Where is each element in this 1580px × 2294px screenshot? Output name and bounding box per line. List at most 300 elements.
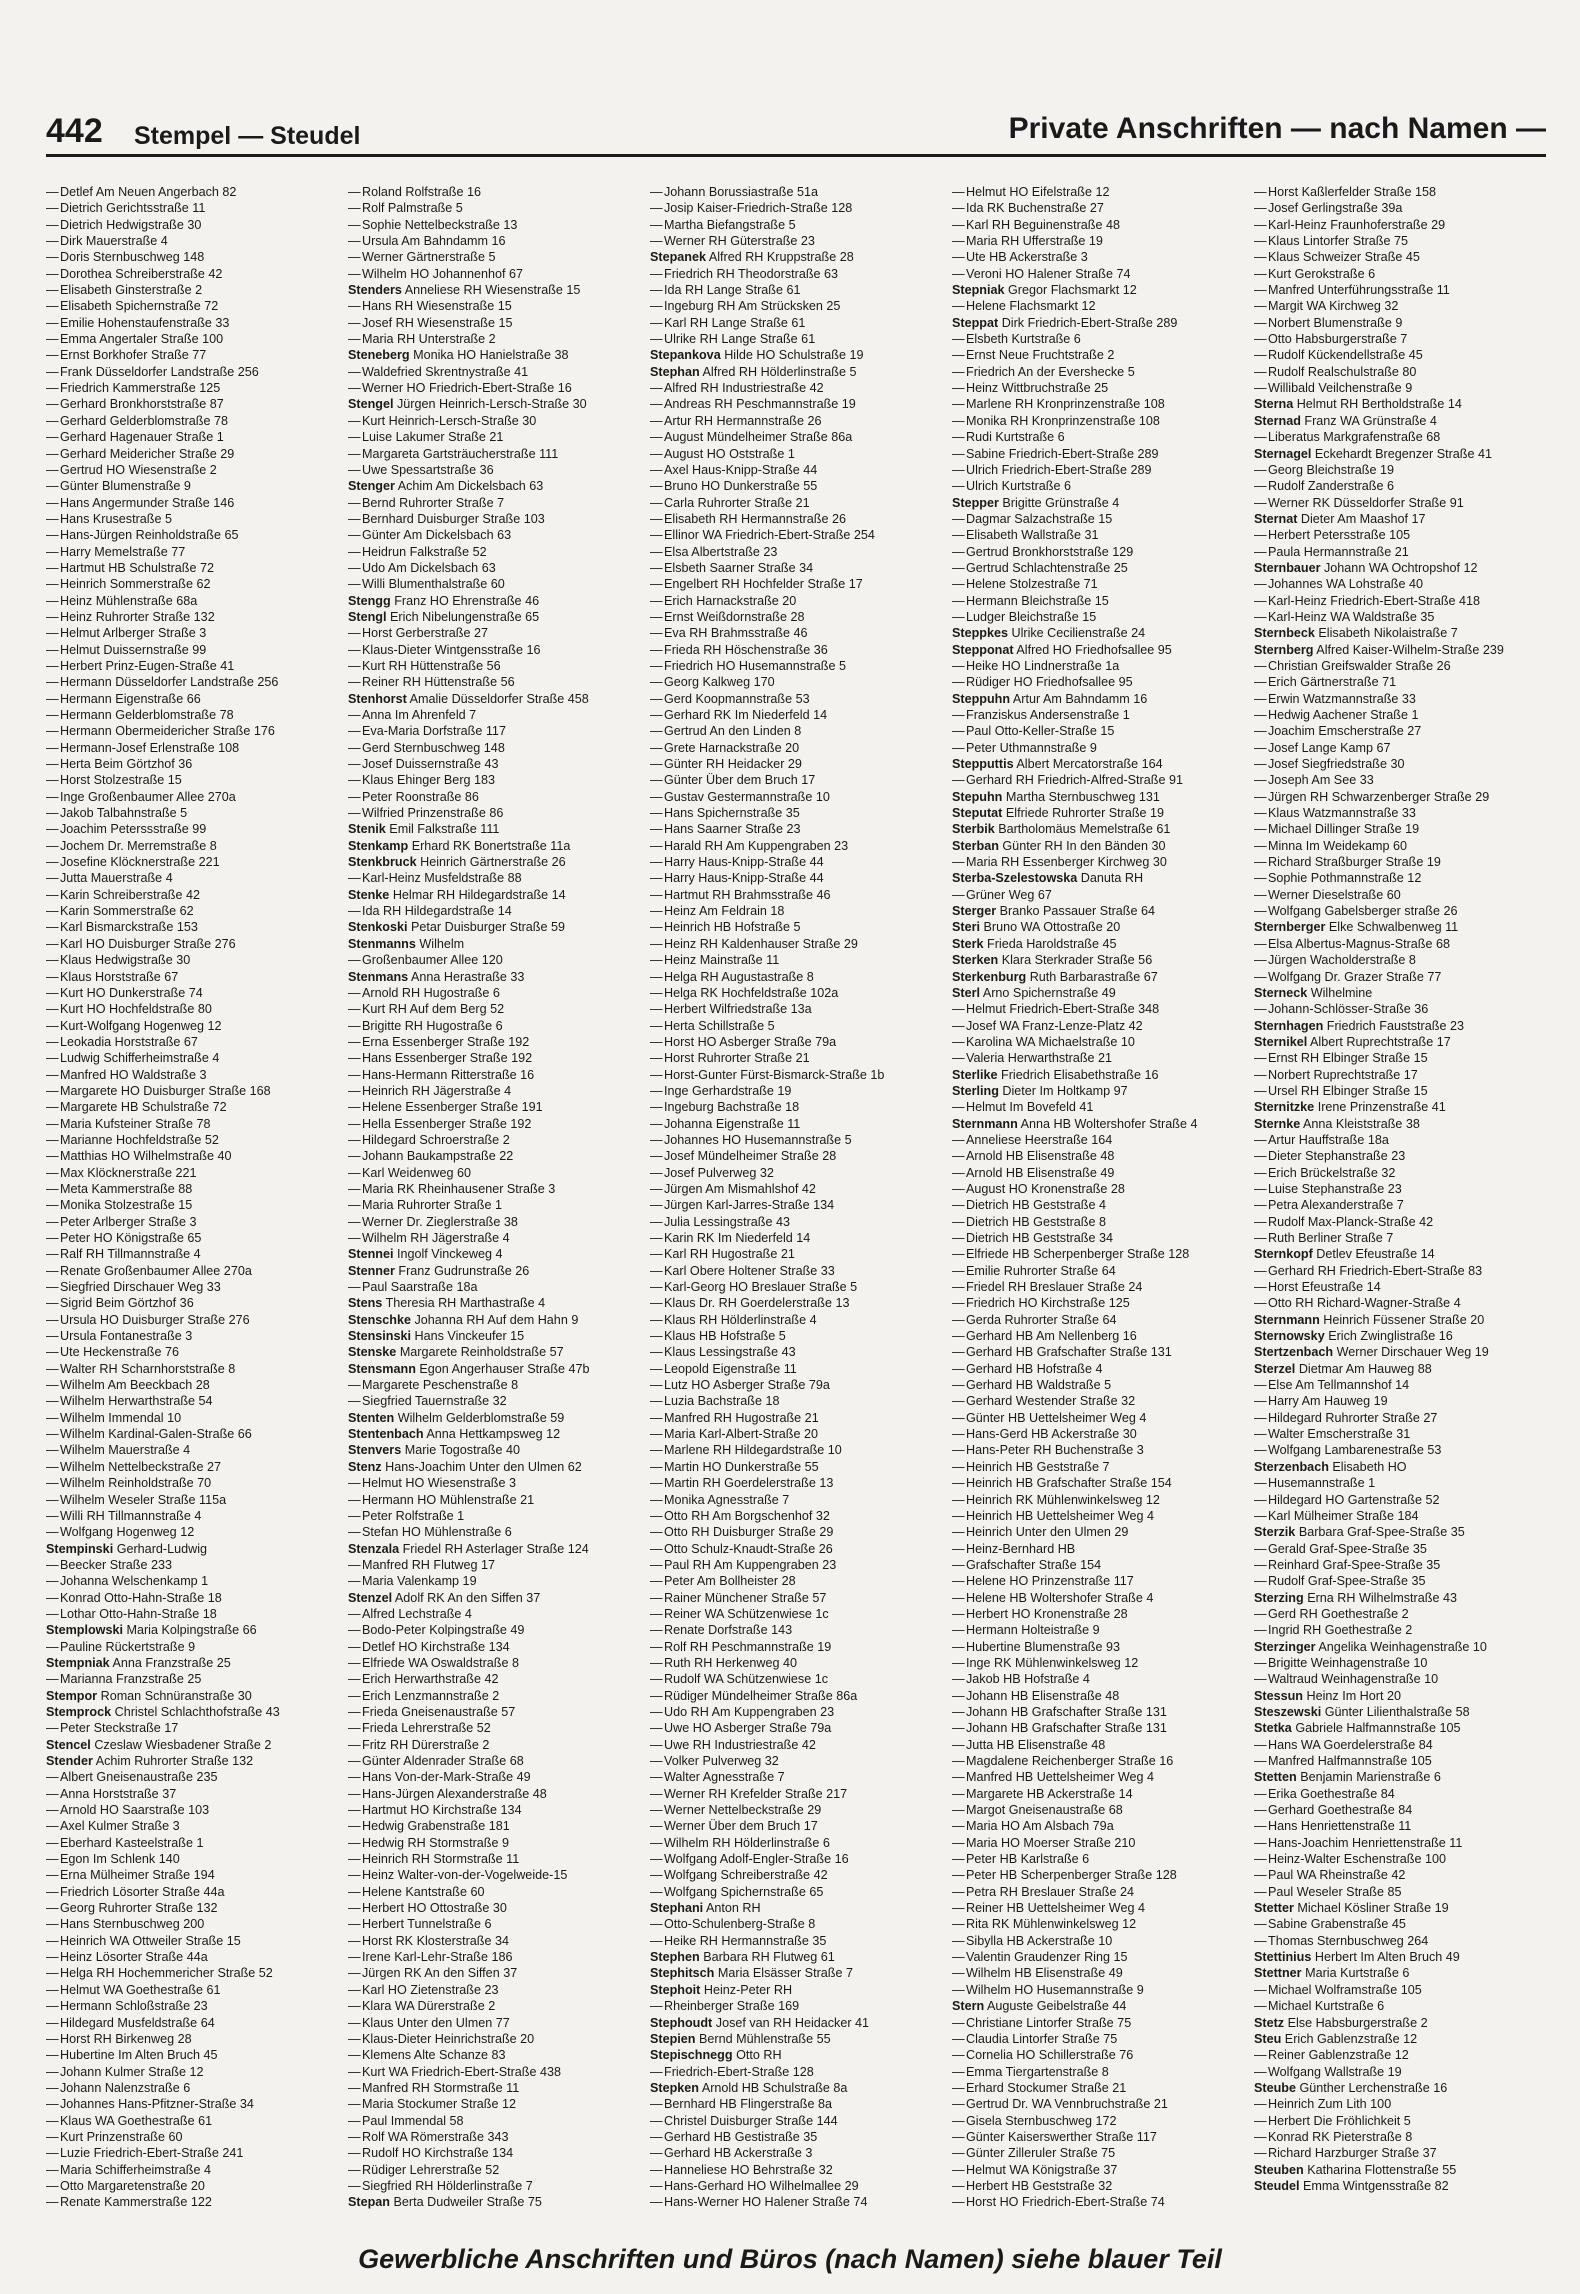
entry-text: Heike RH Hermannstraße 35 (664, 1933, 827, 1948)
directory-entry (348, 1132, 640, 1148)
directory-entry (46, 1099, 338, 1115)
continuation-dash: — (46, 593, 59, 608)
continuation-dash: — (46, 1476, 59, 1491)
entry-text: Günter RH Heidacker 29 (664, 757, 802, 772)
directory-entry (952, 2129, 1244, 2145)
continuation-dash: — (348, 234, 361, 249)
entry-text: Heinz Ruhrorter Straße 132 (60, 609, 215, 624)
entry-text: Konrad Otto-Hahn-Straße 18 (60, 1590, 222, 1605)
directory-entry (650, 1116, 942, 1132)
entry-text: Jürgen Karl-Jarres-Straße 134 (664, 1198, 835, 1213)
continuation-dash: — (952, 2129, 965, 2144)
continuation-dash: — (46, 626, 59, 641)
surname: Sternowsky (1254, 1329, 1325, 1344)
entry-text: Peter HB Scherpenberger Straße 128 (966, 1868, 1177, 1883)
entry-text: Ida RH Lange Straße 61 (664, 283, 801, 298)
directory-entry (46, 1802, 338, 1818)
directory-entry (348, 1018, 640, 1034)
directory-entry (1254, 936, 1546, 952)
surname: Stenger (348, 479, 395, 494)
entry-text: Berta Dudweiler Straße 75 (393, 2195, 542, 2210)
continuation-dash: — (46, 1557, 59, 1572)
entry-text: Anneliese Heerstraße 164 (966, 1132, 1113, 1147)
continuation-dash: — (650, 1132, 663, 1147)
directory-entry (952, 854, 1244, 870)
continuation-dash: — (650, 855, 663, 870)
continuation-dash: — (650, 1999, 663, 2014)
surname: Stengl (348, 609, 387, 624)
entry-text: Hedwig Aachener Straße 1 (1268, 708, 1419, 722)
entry-text: Emma Tiergartenstraße 8 (966, 2064, 1109, 2079)
directory-entry (952, 1639, 1244, 1655)
continuation-dash: — (46, 1002, 59, 1017)
directory-entry (650, 527, 942, 543)
entry-text: Julia Lessingstraße 43 (664, 1214, 791, 1229)
continuation-dash: — (952, 2048, 965, 2063)
directory-entry (348, 1099, 640, 1115)
directory-entry (650, 625, 942, 641)
entry-text: Klaus Ehinger Berg 183 (362, 773, 496, 788)
entry-text: Franz WA Grünstraße 4 (1304, 413, 1437, 428)
continuation-dash: — (46, 1999, 59, 2014)
continuation-dash: — (1254, 2129, 1267, 2144)
surname: Stetz (1254, 2015, 1285, 2030)
continuation-dash: — (1254, 348, 1267, 363)
continuation-dash: — (348, 1819, 361, 1834)
continuation-dash: — (46, 1263, 59, 1278)
entry-text: Heinrich WA Ottweiler Straße 15 (60, 1933, 241, 1948)
continuation-dash: — (952, 773, 965, 788)
continuation-dash: — (650, 2113, 663, 2128)
continuation-dash: — (952, 1100, 965, 1115)
directory-entry (1254, 1197, 1546, 1213)
entry-text: Wilfried Prinzenstraße 86 (362, 806, 504, 821)
entry-text: Wilhelm HO Johannenhof 67 (362, 266, 524, 281)
entry-text: Gisela Sternbuschweg 172 (966, 2113, 1117, 2128)
continuation-dash: — (46, 658, 59, 673)
continuation-dash: — (348, 201, 361, 216)
continuation-dash: — (1254, 1198, 1267, 1213)
directory-entry (46, 1884, 338, 1900)
entry-text: Horst Ruhrorter Straße 21 (664, 1051, 810, 1066)
directory-entry (1254, 1720, 1546, 1736)
continuation-dash: — (348, 1884, 361, 1899)
directory-entry (348, 952, 640, 968)
continuation-dash: — (650, 1606, 663, 1621)
entry-text: Ursula Am Bahndamm 16 (362, 234, 506, 249)
continuation-dash: — (46, 1982, 59, 1997)
entry-text: Elisabeth RH Hermannstraße 26 (664, 511, 846, 526)
entry-text: Herbert HO Kronenstraße 28 (966, 1606, 1128, 1621)
entry-text: Michael Kösliner Straße 19 (1297, 1901, 1449, 1916)
continuation-dash: — (348, 2146, 361, 2161)
entry-text: Heinrich RH Jägerstraße 4 (362, 1083, 512, 1098)
entry-text: Wolfgang Dr. Grazer Straße 77 (1268, 969, 1442, 984)
continuation-dash: — (650, 1018, 663, 1033)
directory-entry (348, 2145, 640, 2161)
continuation-dash: — (348, 1557, 361, 1572)
entry-text: Elisabeth Ginsterstraße 2 (60, 283, 203, 298)
entry-text: Gerhard Goethestraße 84 (1268, 1803, 1413, 1818)
surname: Stettinius (1254, 1950, 1312, 1965)
directory-entry (952, 2031, 1244, 2047)
entry-text: Wolfgang Spichernstraße 65 (664, 1884, 824, 1899)
continuation-dash: — (46, 528, 59, 543)
surname: Sternbeck (1254, 626, 1315, 641)
directory-entry (650, 560, 942, 576)
directory-entry (46, 1148, 338, 1164)
directory-entry (46, 674, 338, 690)
continuation-dash: — (348, 332, 361, 347)
continuation-dash: — (1254, 969, 1267, 984)
entry-text: Kurt RH Hüttenstraße 56 (362, 658, 501, 673)
directory-entry (348, 1067, 640, 1083)
directory-entry (348, 1475, 640, 1491)
directory-entry (952, 1263, 1244, 1279)
entry-text: Günter RH In den Bänden 30 (1002, 838, 1166, 853)
entry-text: Wilhelmine (1310, 985, 1373, 1000)
entry-text: Jakob Talbahnstraße 5 (60, 806, 188, 821)
entry-text: Helmut RH Bertholdstraße 14 (1296, 397, 1462, 412)
directory-entry (46, 331, 338, 347)
continuation-dash: — (650, 1231, 663, 1245)
continuation-dash: — (46, 250, 59, 265)
entry-text: Gerhard HB Ackerstraße 3 (664, 2146, 813, 2161)
entry-text: Sophie Nettelbeckstraße 13 (362, 217, 518, 232)
surname: Sterzik (1254, 1525, 1296, 1540)
continuation-dash: — (46, 1165, 59, 1180)
directory-entry (348, 1524, 640, 1540)
continuation-dash: — (650, 773, 663, 788)
entry-text: Gerda Ruhrorter Straße 64 (966, 1312, 1117, 1327)
directory-entry (650, 1802, 942, 1818)
surname: Sterkenburg (952, 969, 1027, 984)
entry-text: Klemens Alte Schanze 83 (362, 2048, 506, 2063)
directory-entry (1254, 2096, 1546, 2112)
entry-text: Hella Essenberger Straße 192 (362, 1116, 532, 1131)
directory-entry (46, 315, 338, 331)
entry-text: Otto RH Am Borgschenhof 32 (664, 1508, 830, 1523)
directory-entry (952, 658, 1244, 674)
entry-text: Waltraud Weinhagenstraße 10 (1268, 1672, 1439, 1687)
continuation-dash: — (348, 1002, 361, 1017)
entry-text: Friedrich Kammerstraße 125 (60, 381, 221, 396)
directory-entry (650, 1230, 942, 1246)
entry-text: Wilhelm Herwarthstraße 54 (60, 1394, 213, 1409)
entry-text: Josef Siegfriedstraße 30 (1268, 757, 1405, 772)
directory-entry (348, 1148, 640, 1164)
directory-entry (952, 887, 1244, 903)
directory-entry (650, 298, 942, 314)
entry-text: Ulrich Friedrich-Ebert-Straße 289 (966, 462, 1152, 477)
entry-text: Elsbeth Kurtstraße 6 (966, 332, 1081, 347)
entry-text: Hans-Joachim Unter den Ulmen 62 (385, 1459, 582, 1474)
entry-text: Thomas Sternbuschweg 264 (1268, 1933, 1429, 1948)
directory-entry (952, 2178, 1244, 2194)
continuation-dash: — (952, 1492, 965, 1507)
directory-entry (650, 364, 942, 380)
continuation-dash: — (46, 1803, 59, 1818)
entry-text: Gerhard Meidericher Straße 29 (60, 446, 235, 461)
entry-text: Maria Kurtstraße 6 (1305, 1966, 1410, 1981)
directory-entry (952, 1606, 1244, 1622)
continuation-dash: — (650, 1803, 663, 1818)
directory-entry (46, 1312, 338, 1328)
directory-entry (952, 1769, 1244, 1785)
continuation-dash: — (952, 381, 965, 396)
entry-text: Maria RH Essenberger Kirchweg 30 (966, 855, 1167, 870)
entry-text: Helmut WA Königstraße 37 (966, 2162, 1118, 2177)
entry-text: Rüdiger Mündelheimer Straße 86a (664, 1688, 858, 1703)
entry-text: Grete Harnackstraße 20 (664, 740, 800, 755)
continuation-dash: — (348, 1852, 361, 1867)
entry-text: Peter HB Karlstraße 6 (966, 1852, 1090, 1867)
directory-entry (952, 1835, 1244, 1851)
entry-text: Heinrich Füssener Straße 20 (1323, 1312, 1485, 1327)
entry-text: Hans Angermunder Straße 146 (60, 495, 235, 510)
continuation-dash: — (46, 283, 59, 298)
entry-text: Hermann-Josef Erlenstraße 108 (60, 740, 240, 755)
entry-text: Hedwig RH Stormstraße 9 (362, 1835, 509, 1850)
directory-entry (348, 1704, 640, 1720)
directory-entry (650, 2015, 942, 2031)
surname: Stetter (1254, 1901, 1294, 1916)
continuation-dash: — (650, 299, 663, 314)
entry-text: Frieda Gneisenaustraße 57 (362, 1704, 516, 1719)
directory-entry (650, 1099, 942, 1115)
continuation-dash: — (952, 609, 965, 624)
continuation-dash: — (1254, 609, 1267, 624)
continuation-dash: — (46, 1067, 59, 1082)
directory-entry (348, 1884, 640, 1900)
entry-text: Friedrich HO Husemannstraße 5 (664, 658, 846, 673)
entry-text: Reiner HB Uettelsheimer Weg 4 (966, 1901, 1145, 1916)
entry-text: Alfred Lechstraße 4 (362, 1606, 472, 1621)
continuation-dash: — (46, 985, 59, 1000)
continuation-dash: — (46, 1280, 59, 1295)
entry-text: Rudolf Graf-Spee-Straße 35 (1268, 1574, 1426, 1589)
entry-text: Max Klöcknerstraße 221 (60, 1165, 197, 1180)
directory-entry (348, 2015, 640, 2031)
surname: Stepper (952, 495, 999, 510)
entry-text: Helmut Duissernstraße 99 (60, 642, 207, 657)
directory-entry (952, 184, 1244, 200)
entry-text: Ernst Neue Fruchtstraße 2 (966, 348, 1115, 363)
continuation-dash: — (46, 871, 59, 886)
surname: Stengg (348, 593, 391, 608)
entry-text: Grüner Weg 67 (966, 887, 1052, 902)
continuation-dash: — (348, 185, 361, 199)
entry-text: Friedrich-Ebert-Straße 128 (664, 2064, 814, 2079)
directory-entry (650, 184, 942, 200)
surname: Stenske (348, 1345, 397, 1360)
continuation-dash: — (650, 1557, 663, 1572)
continuation-dash: — (1254, 789, 1267, 804)
continuation-dash: — (348, 1901, 361, 1916)
directory-entry (348, 1034, 640, 1050)
directory-entry (1254, 625, 1546, 641)
continuation-dash: — (650, 1002, 663, 1017)
directory-entry (650, 870, 942, 886)
continuation-dash: — (46, 397, 59, 412)
entry-text: Paul RH Am Kuppengraben 23 (664, 1557, 837, 1572)
entry-text: Johann Baukampstraße 22 (362, 1149, 514, 1164)
continuation-dash: — (650, 1754, 663, 1768)
directory-entry (650, 985, 942, 1001)
directory-entry (1254, 1769, 1546, 1785)
entry-text: Hedwig Grabenstraße 181 (362, 1819, 510, 1834)
continuation-dash: — (348, 1868, 361, 1883)
continuation-dash: — (1254, 953, 1267, 968)
continuation-dash: — (952, 887, 965, 902)
entry-text: Rudolf Max-Planck-Straße 42 (1268, 1214, 1434, 1229)
entry-text: Achim Ruhrorter Straße 132 (95, 1754, 254, 1768)
continuation-dash: — (952, 201, 965, 216)
entry-text: Margarete Peschenstraße 8 (362, 1378, 519, 1393)
entry-text: Hermann Bleichstraße 15 (966, 593, 1109, 608)
entry-text: Petar Duisburger Straße 59 (411, 920, 565, 935)
directory-entry (348, 1671, 640, 1687)
continuation-dash: — (348, 1623, 361, 1638)
continuation-dash: — (1254, 1868, 1267, 1883)
continuation-dash: — (650, 675, 663, 690)
continuation-dash: — (1254, 1427, 1267, 1442)
continuation-dash: — (46, 1312, 59, 1327)
entry-text: Franz Gudrunstraße 26 (398, 1263, 530, 1278)
directory-entry (348, 1328, 640, 1344)
directory-entry (952, 2080, 1244, 2096)
directory-entry (952, 1524, 1244, 1540)
directory-entry (650, 282, 942, 298)
directory-entry (348, 919, 640, 935)
entry-text: Jutta Mauerstraße 4 (60, 871, 173, 886)
surname: Stepputtis (952, 757, 1014, 772)
continuation-dash: — (1254, 1083, 1267, 1098)
continuation-dash: — (46, 675, 59, 690)
entry-text: Friedrich An der Evershecke 5 (966, 364, 1135, 379)
entry-text: Johann HB Grafschafter Straße 131 (966, 1704, 1167, 1719)
entry-text: Benjamin Marienstraße 6 (1300, 1770, 1441, 1785)
surname: Stens (348, 1296, 383, 1311)
entry-text: Dietrich Gerichtsstraße 11 (60, 201, 206, 216)
entry-text: Ernst RH Elbinger Straße 15 (1268, 1051, 1428, 1066)
entry-text: Klaus-Dieter Wintgensstraße 16 (362, 642, 541, 657)
entry-text: Margit WA Kirchweg 32 (1268, 299, 1399, 314)
entry-text: Klaus Dr. RH Goerdelerstraße 13 (664, 1296, 850, 1311)
continuation-dash: — (952, 1231, 965, 1245)
directory-entry (650, 1867, 942, 1883)
continuation-dash: — (952, 1884, 965, 1899)
entry-text: Wilhelm Nettelbeckstraße 27 (60, 1459, 221, 1474)
directory-entry (348, 1246, 640, 1262)
surname: Sterna (1254, 397, 1294, 412)
entry-text: Erika Goethestraße 84 (1268, 1786, 1395, 1801)
entry-text: Gertrud Schlachtenstraße 25 (966, 560, 1128, 575)
surname: Stephen (650, 1950, 700, 1965)
directory-entry (348, 1573, 640, 1589)
directory-entry (46, 723, 338, 739)
directory-entry (952, 527, 1244, 543)
directory-entry (952, 952, 1244, 968)
directory-entry (46, 936, 338, 952)
continuation-dash: — (348, 1149, 361, 1164)
directory-entry (348, 1001, 640, 1017)
directory-entry (348, 2113, 640, 2129)
entry-text: Pauline Rückertstraße 9 (60, 1639, 196, 1654)
entry-text: Josef Pulverweg 32 (664, 1165, 774, 1180)
directory-entry (650, 919, 942, 935)
directory-entry (1254, 789, 1546, 805)
continuation-dash: — (650, 1198, 663, 1213)
entry-text: Helga RH Hochemmericher Straße 52 (60, 1966, 273, 1981)
continuation-dash: — (46, 315, 59, 330)
continuation-dash: — (952, 1868, 965, 1883)
directory-entry (952, 1197, 1244, 1213)
entry-text: Anna Hettkampsweg 12 (426, 1427, 561, 1442)
entry-text: Emilie Hohenstaufenstraße 33 (60, 315, 230, 330)
directory-entry (46, 1720, 338, 1736)
directory-entry (650, 1034, 942, 1050)
entry-text: Hans RH Wiesenstraße 15 (362, 299, 512, 314)
entry-text: Emma Wintgensstraße 82 (1303, 2178, 1449, 2193)
directory-entry (46, 1835, 338, 1851)
continuation-dash: — (46, 1034, 59, 1049)
directory-entry (46, 1083, 338, 1099)
continuation-dash: — (952, 855, 965, 870)
directory-entry (1254, 331, 1546, 347)
directory-entry (952, 740, 1244, 756)
entry-text: Wilhelm Mauerstraße 4 (60, 1443, 191, 1458)
entry-text: Hans Sternbuschweg 200 (60, 1917, 205, 1932)
continuation-dash: — (952, 1590, 965, 1605)
entry-text: Sophie Pothmannstraße 12 (1268, 871, 1422, 886)
entry-text: Elfriede WA Oswaldstraße 8 (362, 1655, 520, 1670)
continuation-dash: — (1254, 691, 1267, 706)
surname: Steu (1254, 2031, 1282, 2046)
continuation-dash: — (348, 1132, 361, 1147)
continuation-dash: — (1254, 1476, 1267, 1491)
directory-entry (1254, 1018, 1546, 1034)
continuation-dash: — (46, 2080, 59, 2095)
continuation-dash: — (650, 577, 663, 592)
directory-entry (348, 233, 640, 249)
continuation-dash: — (650, 789, 663, 804)
continuation-dash: — (348, 2178, 361, 2193)
directory-entry (46, 903, 338, 919)
continuation-dash: — (952, 1541, 965, 1556)
continuation-dash: — (46, 1574, 59, 1589)
continuation-dash: — (952, 1754, 965, 1768)
entry-text: Frieda Lehrerstraße 52 (362, 1721, 491, 1736)
directory-entry (1254, 527, 1546, 543)
directory-entry (1254, 495, 1546, 511)
continuation-dash: — (650, 1296, 663, 1311)
continuation-dash: — (952, 1051, 965, 1066)
directory-entry (952, 2015, 1244, 2031)
entry-text: Ernst Borkhofer Straße 77 (60, 348, 207, 363)
directory-entry (1254, 462, 1546, 478)
continuation-dash: — (46, 1361, 59, 1376)
entry-text: Helmut HO Eifelstraße 12 (966, 185, 1110, 199)
entry-text: Brigitte Grünstraße 4 (1002, 495, 1120, 510)
directory-entry (348, 347, 640, 363)
surname: Stenner (348, 1263, 395, 1278)
continuation-dash: — (952, 1132, 965, 1147)
continuation-dash: — (952, 1852, 965, 1867)
directory-entry (650, 609, 942, 625)
entry-text: Emma Angertaler Straße 100 (60, 332, 224, 347)
entry-text: Maria RK Rheinhausener Straße 3 (362, 1181, 556, 1196)
